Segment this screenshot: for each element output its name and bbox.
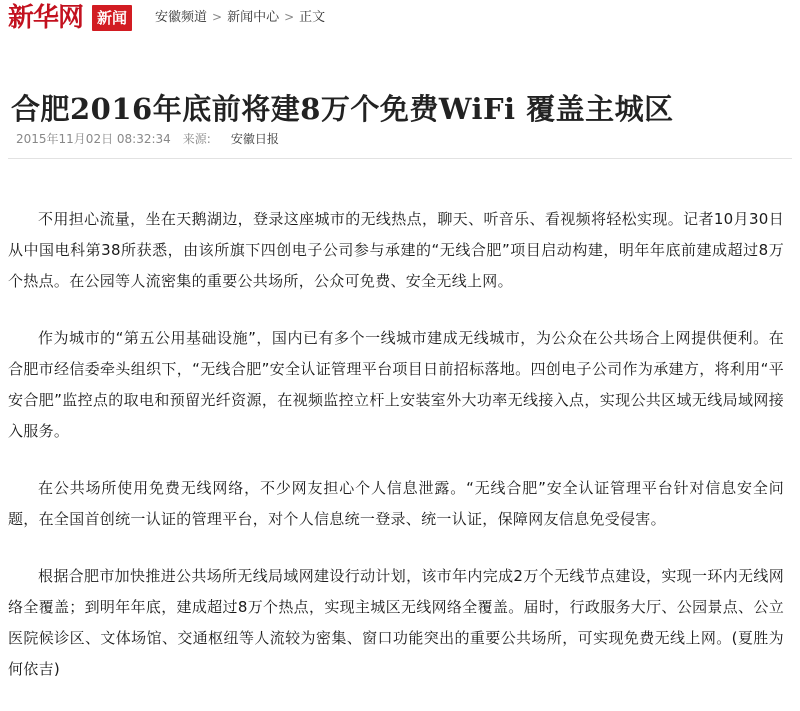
article-paragraph: 不用担心流量，坐在天鹅湖边，登录这座城市的无线热点，聊天、听音乐、看视频将轻松实现。记者10月30日从中国电科第38所获悉，由该所旗下四创电子公司参与承建的“无线合肥”项目启动构建，明年年底前建成超过8万个热点。在公园等人流密集的重要公共场所，公众可免费、安全无线上网。 xyxy=(8,210,784,290)
breadcrumb-separator-icon: > xyxy=(212,10,223,24)
site-header xyxy=(0,0,800,36)
source-name: 安徽日报 xyxy=(230,132,279,146)
breadcrumb-separator-icon: > xyxy=(284,10,295,24)
article-meta xyxy=(16,131,279,147)
breadcrumb-item-current: 正文 xyxy=(299,10,326,25)
news-badge[interactable]: 新闻 xyxy=(92,5,132,31)
breadcrumb xyxy=(155,8,325,27)
breadcrumb-item-news-center[interactable]: 新闻中心 xyxy=(227,10,280,25)
publish-date: 2015年11月02日 08:32:34 xyxy=(16,132,171,146)
header-divider xyxy=(8,158,792,159)
article-body xyxy=(8,204,784,711)
site-logo[interactable]: 新华网 xyxy=(8,3,84,33)
article-paragraph: 在公共场所使用免费无线网络，不少网友担心个人信息泄露。“无线合肥”安全认证管理平台针对信息安全问题，在全国首创统一认证的管理平台，对个人信息统一登录、统一认证，保障网友信息免受侵害。 xyxy=(8,479,784,528)
breadcrumb-item-anhui-channel[interactable]: 安徽频道 xyxy=(155,10,208,25)
source-label: 来源: xyxy=(182,132,211,146)
article-paragraph: 作为城市的“第五公用基础设施”，国内已有多个一线城市建成无线城市，为公众在公共场合上网提供便利。在合肥市经信委牵头组织下，“无线合肥”安全认证管理平台项目日前招标落地。四创电子公司作为承建方，将利用“平安合肥”监控点的取电和预留光纤资源，在视频监控立杆上安装室外大功率无线接入点，实现公共区域无线局域网接入服务。 xyxy=(8,329,784,440)
article-title: 合肥2016年底前将建8万个免费WiFi 覆盖主城区 xyxy=(11,92,674,127)
article-paragraph: 根据合肥市加快推进公共场所无线局域网建设行动计划，该市年内完成2万个无线节点建设，实现一环内无线网络全覆盖；到明年年底，建成超过8万个热点，实现主城区无线网络全覆盖。届时，行政服务大厅、公园景点、公立医院候诊区、文体场馆、交通枢纽等人流较为密集、窗口功能突出的重要公共场所，可实现免费无线上网。(夏胜为 何依吉) xyxy=(8,567,784,678)
